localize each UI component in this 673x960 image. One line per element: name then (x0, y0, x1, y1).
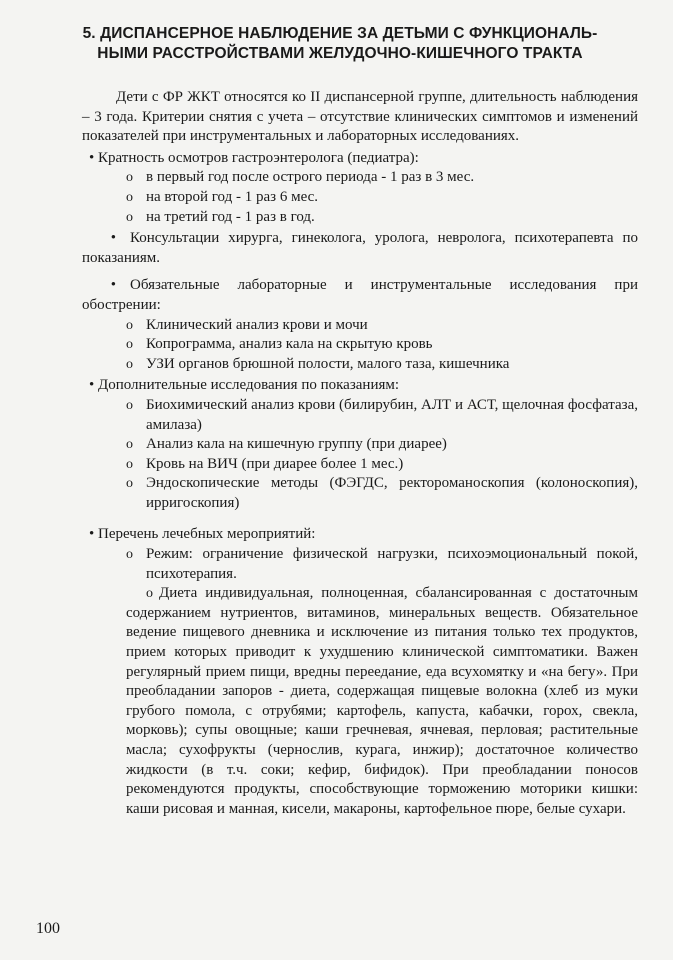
mandatory-list (82, 316, 638, 375)
circle-bullet-icon: о (126, 456, 133, 472)
bullet-marker: • (89, 526, 95, 543)
circle-bullet-icon: о (126, 189, 133, 205)
circle-bullet-icon: о (126, 209, 133, 225)
circle-bullet-icon: о (126, 547, 133, 563)
section-title (30, 24, 650, 64)
circle-bullet-icon: о (126, 397, 133, 413)
page-number: 100 (36, 920, 60, 937)
list-item: о на третий год - 1 раз в год. (82, 208, 638, 228)
treatment-list (82, 545, 638, 819)
intro-paragraph: Дети с ФР ЖКТ относятся ко II диспансерной группе, длительность наблюдения – 3 года. Критерии снятия с учета – отсутствие клинических симптомов и изменений показателей при инструментальных и лабораторных исследованиях. (82, 89, 638, 145)
list-item: о на второй год - 1 раз 6 мес. (82, 188, 638, 208)
circle-bullet-icon: о (146, 586, 153, 602)
list-item: о Анализ кала на кишечную группу (при диарее) (82, 435, 638, 455)
circle-bullet-icon: о (126, 317, 133, 333)
additional-heading: • Дополнительные исследования по показаниям: (82, 376, 638, 396)
consult-paragraph: • Консультации хирурга, гинеколога, уролога, невролога, психотерапевта по показаниям. (82, 230, 638, 266)
bullet-marker: • (89, 149, 95, 166)
list-item: о УЗИ органов брюшной полости, малого таза, кишечника (82, 355, 638, 375)
list-item: о Копрограмма, анализ кала на скрытую кровь (82, 335, 638, 355)
list-item: о Клинический анализ крови и мочи (82, 316, 638, 336)
section-title-line-1: 5. ДИСПАНСЕРНОЕ НАБЛЮДЕНИЕ ЗА ДЕТЬМИ С ФУНКЦИОНАЛЬ- (82, 25, 598, 42)
circle-bullet-icon: о (126, 437, 133, 453)
section-body (82, 88, 638, 819)
mandatory-heading: • Обязательные лабораторные и инструментальные исследования при обострении: (82, 277, 638, 313)
list-item: о Биохимический анализ крови (билирубин, АЛТ и АСТ, щелочная фосфатаза, амилаза) (126, 396, 638, 433)
bullet-marker: • (110, 230, 116, 247)
list-item: о Эндоскопические методы (ФЭГДС, ректороманоскопия (колоноскопия), ирригоскопия) (126, 475, 638, 511)
additional-list (82, 396, 638, 514)
exams-list (82, 168, 638, 227)
section-title-line-2: НЫМИ РАССТРОЙСТВАМИ ЖЕЛУДОЧНО-КИШЕЧНОГО ТРАКТА (97, 45, 583, 62)
circle-bullet-icon: о (126, 476, 133, 492)
list-item: о Кровь на ВИЧ (при диарее более 1 мес.) (82, 455, 638, 475)
treatment-heading: • Перечень лечебных мероприятий: (82, 525, 638, 545)
list-item: о Диета индивидуальная, полноценная, сбалансированная с достаточным содержанием нутриентов, витаминов, минеральных веществ. Обязательное ведение пищевого дневника и исключение из питания только тех продуктов, прием которых приводит к ухудшению клинической симптоматики. Важен регулярный прием пищи, вредны переедание, еда всухомятку и «на бегу». При преобладании запоров - диета, содержащая пищевые волокна (хлеб из муки грубого помола, с отрубями; картофель, капуста, кабачки, горох, свекла, морковь); супы овощные; каши гречневая, ячневая, перловая; растительные масла; сухофрукты (чернослив, курага, инжир); достаточное количество жидкости (в т.ч. соки; кефир, бифидок). При преобладании поносов рекомендуются продукты, способствующие торможению моторики кишки: каши рисовая и манная, кисели, макароны, картофельное пюре, белые сухари. (126, 585, 638, 817)
bullet-marker: • (89, 377, 95, 394)
exams-heading: • Кратность осмотров гастроэнтеролога (педиатра): (82, 149, 638, 169)
circle-bullet-icon: о (126, 356, 133, 372)
list-item: о Режим: ограничение физической нагрузки, психоэмоциональный покой, психотерапия. (126, 546, 638, 582)
circle-bullet-icon: о (126, 170, 133, 186)
bullet-marker: • (110, 277, 116, 294)
circle-bullet-icon: о (126, 337, 133, 353)
list-item: о в первый год после острого периода - 1 раз в 3 мес. (82, 168, 638, 188)
